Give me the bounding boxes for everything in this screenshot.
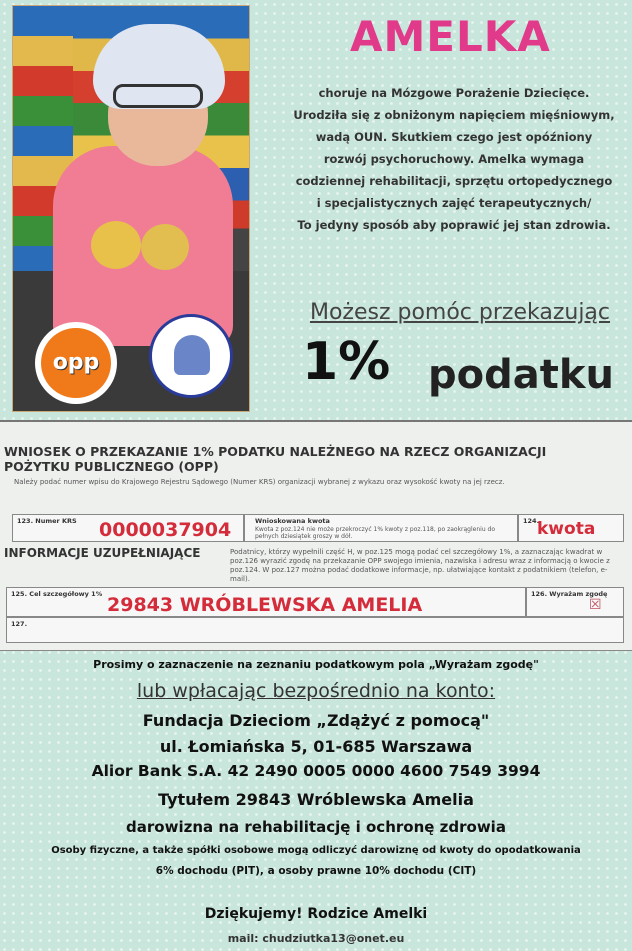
amount-note-box: Wnioskowana kwota Kwota z poz.124 nie może przekroczyć 1% kwoty z poz.118, po zaokrągleniu do pełnych dziesiątek groszy w dół. — [244, 514, 518, 542]
krs-value: 0000037904 — [99, 519, 232, 541]
section-h-note: Podatnicy, którzy wypełnili część H, w poz.125 mogą podać cel szczegółowy 1%, a zaznaczając kwadrat w poz.126 wyrazić zgodę na przekazanie OPP swojego imienia, nazwiska i adresu wraz z informacją o kwocie z poz.124. W poz.127 można podać dodatkowe informacje, np. ułatwiające kontakt z podatnikiem (telefon, e-mail). — [230, 548, 610, 583]
amount-field[interactable]: 124. kwota — [518, 514, 624, 542]
child-name-title: AMELKA — [350, 12, 551, 61]
field-127[interactable]: 127. — [6, 617, 624, 643]
opp-logo: opp — [35, 322, 117, 404]
goal-field[interactable]: 125. Cel szczegółowy 1% 29843 WRÓBLEWSKA AMELIA — [6, 587, 526, 617]
transfer-title: Tytułem 29843 Wróblewska Amelia — [158, 790, 474, 809]
or-pay-text: lub wpłacając bezpośrednio na konto: — [136, 680, 496, 702]
help-text: Możesz pomóc przekazując — [309, 300, 611, 325]
amount-value: kwota — [537, 519, 596, 539]
foundation-name: Fundacja Dzieciom „Zdążyć z pomocą" — [142, 711, 490, 730]
foundation-logo-icon — [149, 314, 233, 398]
request-text: Prosimy o zaznaczenie na zeznaniu podatkowym pola „Wyrażam zgodę" — [93, 658, 539, 671]
description: choruje na Mózgowe Porażenie Dziecięce. Urodziła się z obniżonym napięciem mięśniowym, wadą OUN. Skutkiem czego jest opóźniony rozwój psychoruchowy. Amelka wymaga codziennej rehabilitacji, sprzętu ortopedycznego i specjalistycznych zajęć terapeutycznych/ To jedyny sposób aby poprawić jej stan zdrowia. — [293, 86, 615, 232]
deduction-line-1: Osoby fizyczne, a także spółki osobowe mogą odliczyć darowiznę od kwoty do opodatkowania — [51, 845, 581, 856]
donation-purpose: darowizna na rehabilitację i ochronę zdrowia — [126, 818, 506, 836]
percent-text: 1% — [302, 332, 391, 392]
thanks-text: Dziękujemy! Rodzice Amelki — [204, 906, 428, 922]
tax-word: podatku — [428, 352, 614, 398]
consent-field[interactable]: 126. Wyrażam zgodę ☒ — [526, 587, 624, 617]
goal-value: 29843 WRÓBLEWSKA AMELIA — [107, 594, 423, 616]
child-photo — [12, 5, 250, 412]
section-g-title: WNIOSEK O PRZEKAZANIE 1% PODATKU NALEŻNEGO NA RZECZ ORGANIZACJI POŻYTKU PUBLICZNEGO (OPP) — [4, 444, 547, 474]
foundation-address: ul. Łomiańska 5, 01-685 Warszawa — [159, 737, 473, 756]
consent-checkbox: ☒ — [589, 597, 602, 613]
deduction-line-2: 6% dochodu (PIT), a osoby prawne 10% dochodu (CIT) — [155, 865, 477, 877]
section-h-title: INFORMACJE UZUPEŁNIAJĄCE — [4, 546, 201, 560]
bank-account: Alior Bank S.A. 42 2490 0005 0000 4600 7549 3994 — [91, 762, 541, 780]
tax-form — [0, 420, 632, 651]
section-g-note: Należy podać numer wpisu do Krajowego Rejestru Sądowego (Numer KRS) organizacji wybranej z wykazu oraz wysokość kwoty na jej rzecz. — [14, 478, 505, 486]
krs-field[interactable]: 123. Numer KRS 0000037904 — [12, 514, 244, 542]
contact-email: mail: chudziutka13@onet.eu — [227, 932, 405, 945]
